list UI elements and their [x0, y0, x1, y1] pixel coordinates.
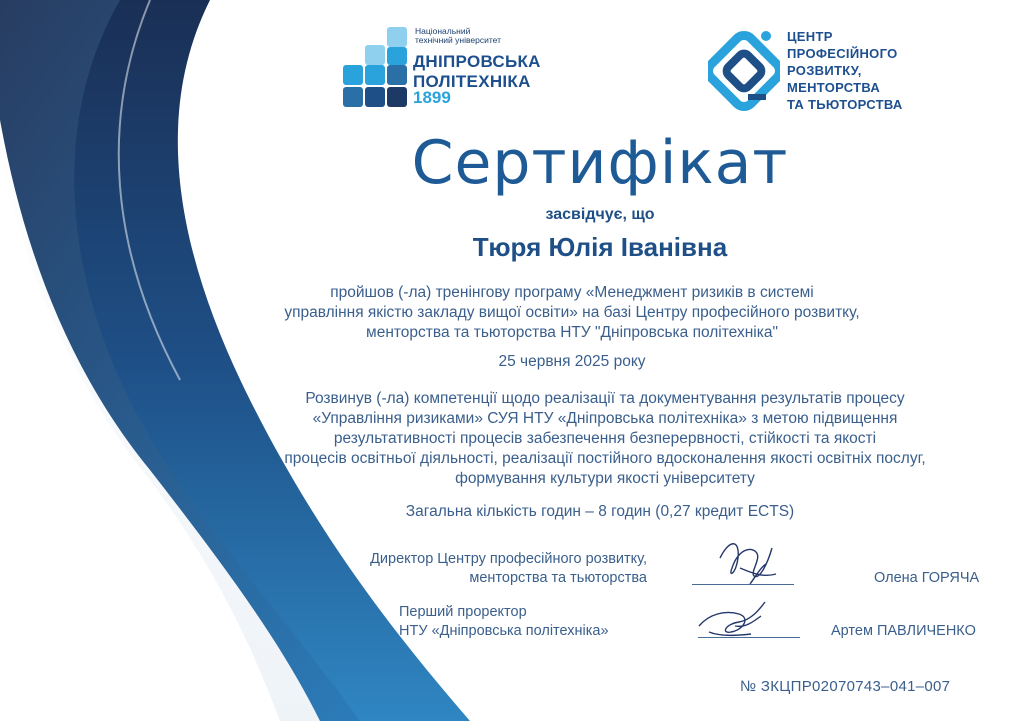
total-hours: Загальна кількість годин – 8 годин (0,27 кредит ECTS): [405, 503, 795, 520]
recipient-name: Тюря Юлія Іванівна: [472, 232, 728, 262]
competence-description: Розвинув (-ла) компетенції щодо реалізації та документування результатів процесу «Управління ризиками» СУЯ НТУ «Дніпровська політехніка» з метою підвищення результативності процесів забезпечення безперервності, стійкості та якості процесів освітньої діяльності, реалізації постійного вдосконалення якості освітніх послуг, формування культури якості університету: [284, 390, 926, 487]
signature-2-line: [698, 637, 800, 638]
signatory-2-role: Перший проректор НТУ «Дніпровська політехніка»: [399, 604, 609, 639]
center-logo-icon: [708, 28, 780, 114]
certificate-subtitle: засвідчує, що: [545, 206, 655, 223]
signatory-2-name: Артем ПАВЛИЧЕНКО: [831, 623, 976, 639]
signature-2: [695, 596, 775, 640]
signatory-1-role: Директор Центру професійного розвитку, менторства та тьюторства: [370, 551, 647, 586]
university-small-caption: Національний технічний університет: [415, 26, 501, 45]
certificate-date: 25 червня 2025 року: [498, 353, 646, 370]
center-name: ЦЕНТР ПРОФЕСІЙНОГО РОЗВИТКУ, МЕНТОРСТВА ТА ТЬЮТОРСТВА: [787, 29, 903, 112]
certificate-title: Сертифікат: [411, 128, 789, 198]
university-year: 1899: [413, 88, 451, 107]
program-description: пройшов (-ла) тренінгову програму «Менеджмент ризиків в системі управління якістю закладу вищої освіти» на базі Центру професійного розвитку, менторства та тьюторства НТУ "Дніпровська політехніка": [284, 284, 860, 341]
university-name: ДНІПРОВСЬКА ПОЛІТЕХНІКА: [413, 52, 541, 91]
signatory-1-name: Олена ГОРЯЧА: [874, 570, 980, 586]
signature-1: [710, 528, 790, 592]
certificate-serial-number: № ЗКЦПР02070743–041–007: [740, 678, 951, 695]
signature-1-line: [692, 584, 794, 585]
